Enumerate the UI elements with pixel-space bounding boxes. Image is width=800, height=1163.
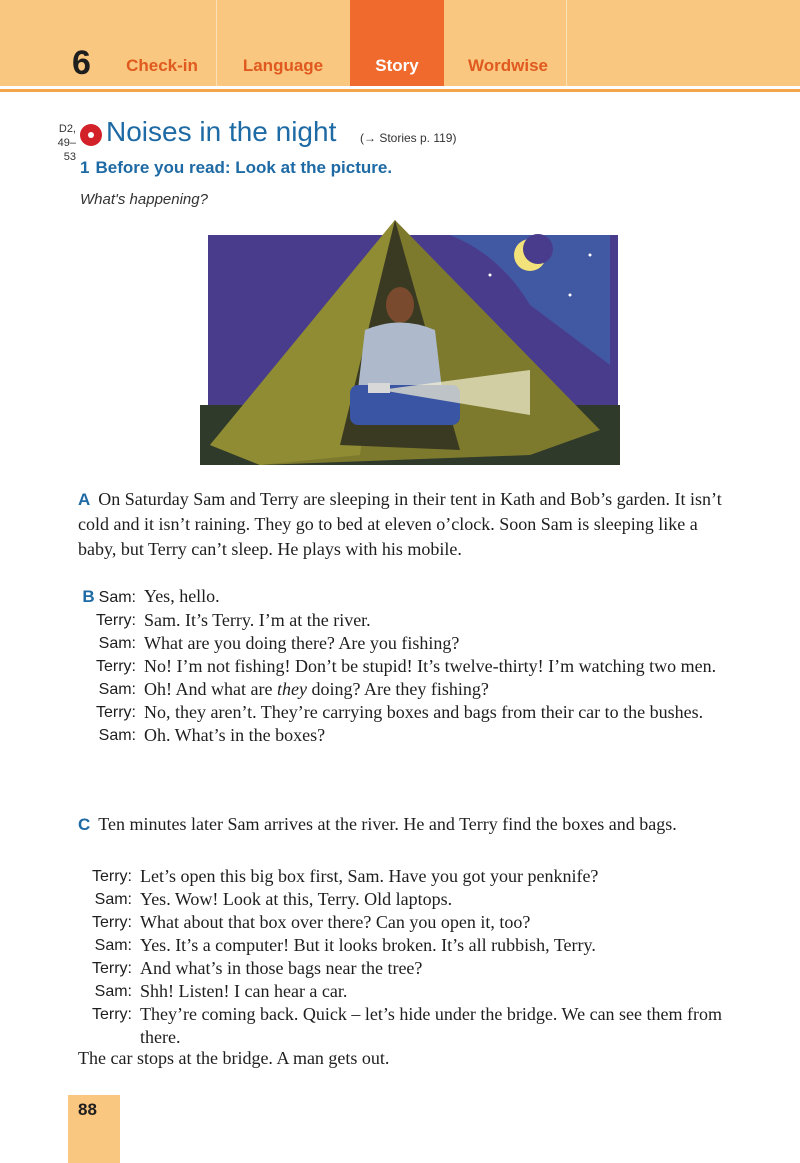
speaker: Terry:	[96, 658, 136, 675]
dialogue-line	[78, 957, 738, 980]
dialogue-line	[78, 934, 738, 957]
part-letter: B	[82, 587, 95, 606]
speaker: Sam:	[98, 635, 136, 652]
line-text: Yes, hello.	[144, 586, 220, 606]
person-head	[386, 287, 414, 323]
speaker: Sam:	[94, 891, 132, 908]
line-text: Shh! Listen! I can hear a car.	[140, 981, 348, 1001]
dialogue-line	[78, 632, 738, 655]
section-title: Noises in the night	[106, 116, 337, 147]
dialogue-line	[78, 609, 738, 632]
dialogue-line	[78, 585, 738, 609]
line-text: And what’s in those bags near the tree?	[140, 958, 423, 978]
star-icon	[489, 274, 492, 277]
speaker: Terry:	[92, 914, 132, 931]
tab-separator	[566, 0, 567, 86]
tab-story[interactable]: Story	[350, 0, 444, 86]
star-icon	[569, 294, 572, 297]
torch-icon	[368, 383, 390, 393]
speaker: Sam:	[98, 681, 136, 698]
line-text: What are you doing there? Are you fishing?	[144, 633, 460, 653]
dialogue-line	[78, 980, 738, 1003]
story-part-c	[78, 865, 738, 1049]
story-closing: The car stops at the bridge. A man gets out.	[78, 1048, 390, 1068]
tent-night-illustration	[200, 215, 620, 475]
dialogue-line	[78, 678, 738, 701]
dialogue-line	[78, 1003, 738, 1049]
task-instruction: Before you read: Look at the picture.	[95, 158, 393, 177]
dialogue-line	[78, 724, 738, 747]
task-question: What's happening?	[80, 191, 208, 208]
line-text: Oh. What’s in the boxes?	[144, 725, 326, 745]
dialogue-line	[78, 701, 738, 724]
tab-separator	[216, 0, 217, 86]
story-part-a	[78, 487, 738, 562]
page-number: 88	[78, 1100, 97, 1119]
line-text: No! I’m not fishing! Don’t be stupid! It’s twelve-thirty! I’m watching two men.	[144, 656, 717, 676]
speaker: Sam:	[94, 937, 132, 954]
line-text: Oh! And what are they doing? Are they fishing?	[144, 679, 489, 699]
speaker: Terry:	[92, 960, 132, 977]
moon-shadow	[523, 234, 553, 264]
star-icon	[589, 254, 592, 257]
audio-track-ref: D2, 49–53	[57, 123, 76, 163]
speaker: B Sam:	[82, 587, 136, 606]
tab-wordwise[interactable]: Wordwise	[468, 56, 548, 75]
task-heading	[80, 158, 392, 178]
line-text: Sam. It’s Terry. I’m at the river.	[144, 610, 371, 630]
task-number: 1	[80, 158, 90, 177]
line-text: Yes. Wow! Look at this, Terry. Old laptops.	[140, 889, 453, 909]
speaker: Terry:	[92, 868, 132, 885]
dialogue-line	[78, 655, 738, 678]
part-letter: C	[78, 815, 91, 834]
paragraph-text: Ten minutes later Sam arrives at the river. He and Terry find the boxes and bags.	[98, 814, 677, 834]
speaker: Terry:	[92, 1006, 132, 1023]
speaker: Sam:	[98, 727, 136, 744]
line-text: Yes. It’s a computer! But it looks broken. It’s all rubbish, Terry.	[140, 935, 596, 955]
story-part-c-intro	[78, 812, 738, 837]
audio-cd-icon[interactable]	[80, 124, 102, 146]
stories-reference: (→ Stories p. 119)	[360, 131, 457, 145]
dialogue-line	[78, 888, 738, 911]
tab-language[interactable]: Language	[242, 56, 324, 75]
emphasis: they	[276, 679, 307, 699]
line-text: What about that box over there? Can you open it, too?	[140, 912, 531, 932]
line-text: They’re coming back. Quick – let’s hide under the bridge. We can see them from there.	[140, 1004, 723, 1047]
header-divider	[0, 89, 800, 92]
story-part-b	[78, 585, 738, 747]
paragraph-text: On Saturday Sam and Terry are sleeping in their tent in Kath and Bob’s garden. It isn’t cold and it isn’t raining. They go to bed at eleven o’clock. Soon Sam is sleeping like a baby, but Terry can’t sleep. He plays with his mobile.	[78, 489, 722, 559]
line-text: No, they aren’t. They’re carrying boxes and bags from their car to the bushes.	[144, 702, 704, 722]
line-text: Let’s open this big box first, Sam. Have you got your penknife?	[140, 866, 599, 886]
speaker: Sam:	[94, 983, 132, 1000]
dialogue-line	[78, 865, 738, 888]
speaker: Terry:	[96, 612, 136, 629]
dialogue-line	[78, 911, 738, 934]
unit-number: 6	[72, 44, 91, 82]
tab-check-in[interactable]: Check-in	[126, 56, 198, 75]
part-letter: A	[78, 490, 91, 509]
speaker: Terry:	[96, 704, 136, 721]
